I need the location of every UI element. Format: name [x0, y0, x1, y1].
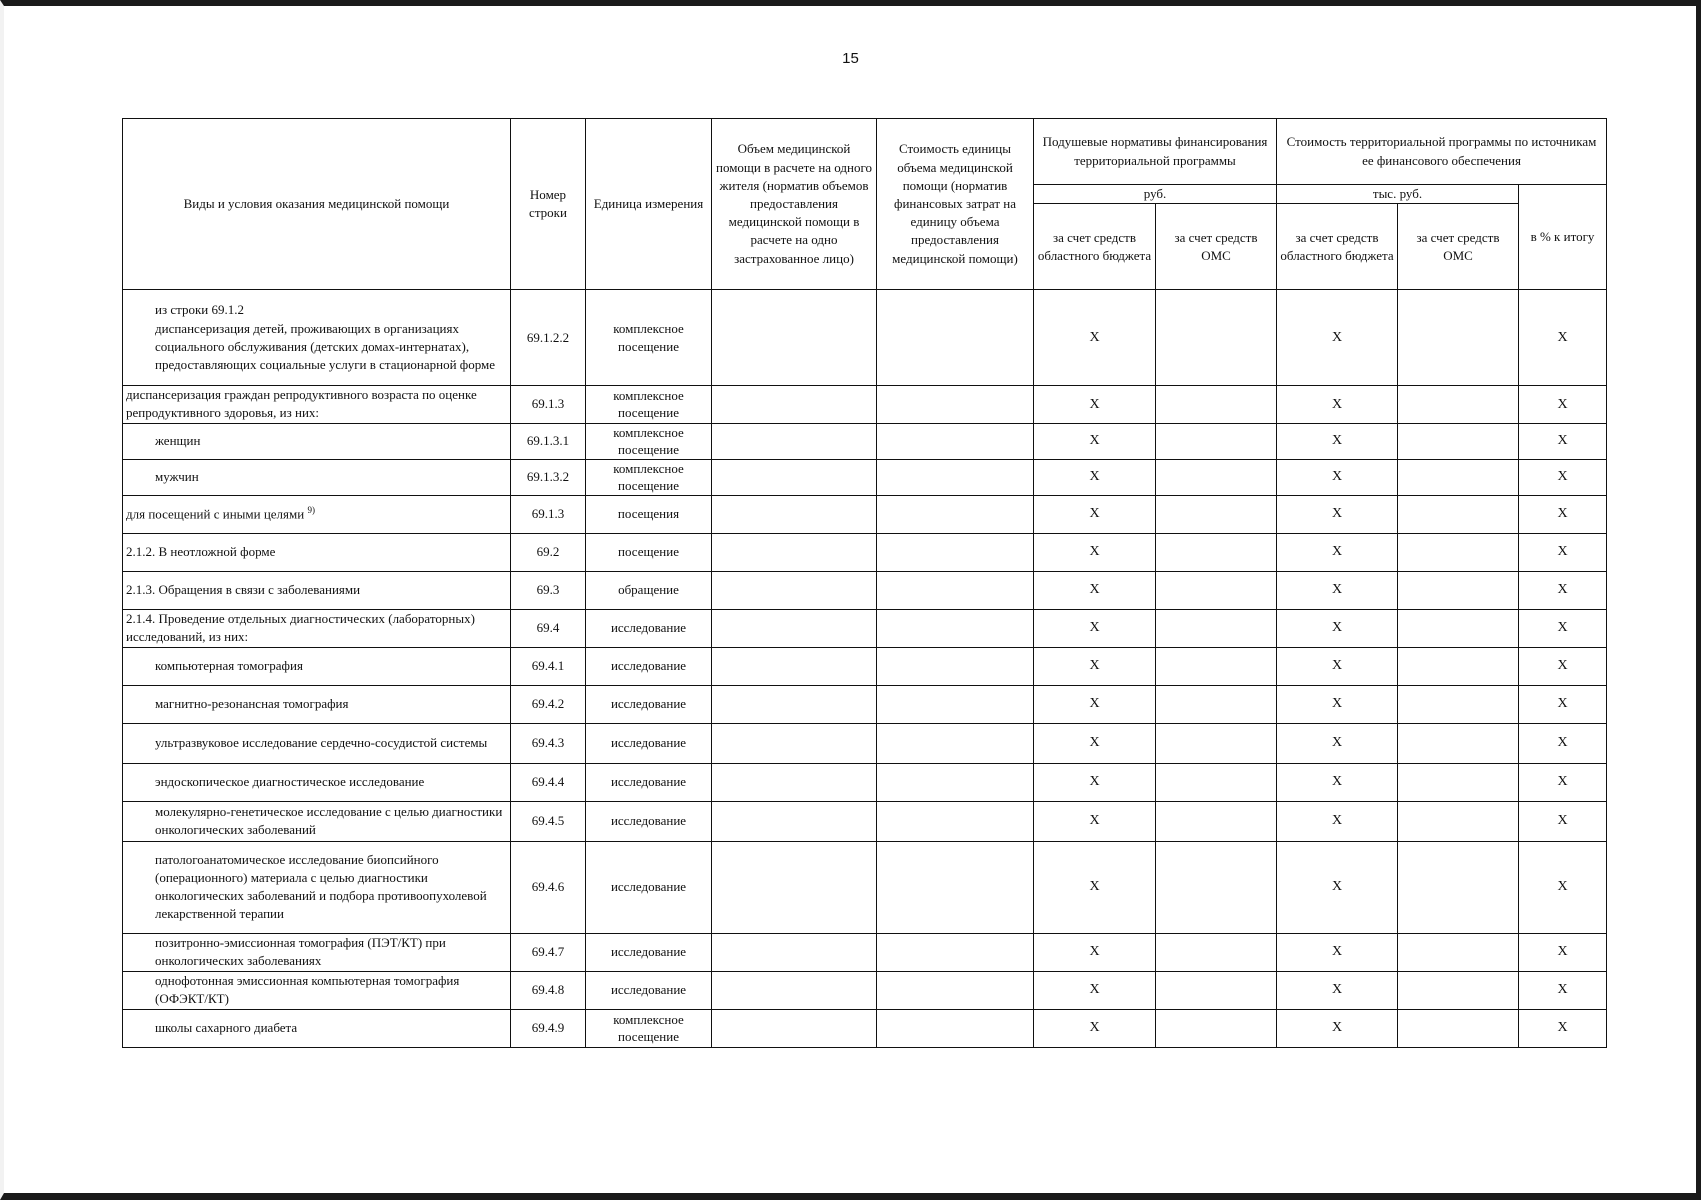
cell-percent-total: Х — [1519, 533, 1607, 571]
cell-row-number: 69.4.2 — [511, 685, 586, 723]
cell-volume — [712, 571, 877, 609]
care-type-text: патологоанатомическое исследование биопсийного (операционного) материала с целью диагностики онкологических заболеваний и подбора противоопухолевой лекарственной терапии — [155, 851, 487, 922]
cell-percent-total: Х — [1519, 609, 1607, 647]
cell-unit: посещения — [586, 495, 712, 533]
cell-program-budget: Х — [1277, 386, 1398, 423]
cell-unit-cost — [877, 971, 1034, 1009]
cell-program-budget: Х — [1277, 723, 1398, 763]
cell-unit-cost — [877, 685, 1034, 723]
cell-row-number: 69.4.7 — [511, 933, 586, 971]
cell-volume — [712, 763, 877, 801]
table-row — [123, 685, 1607, 723]
cell-norm-budget: Х — [1034, 609, 1156, 647]
cell-unit-cost — [877, 801, 1034, 841]
cell-unit-cost — [877, 763, 1034, 801]
cell-program-budget: Х — [1277, 841, 1398, 933]
cell-volume — [712, 647, 877, 685]
care-type-text: молекулярно-генетическое исследование с целью диагностики онкологических заболеваний — [155, 804, 503, 838]
cell-volume — [712, 609, 877, 647]
cell-unit: исследование — [586, 609, 712, 647]
cell-type-of-care — [123, 801, 511, 841]
cell-row-number: 69.4.9 — [511, 1009, 586, 1047]
cell-percent-total: Х — [1519, 647, 1607, 685]
cell-norm-oms — [1156, 423, 1277, 459]
cell-unit: комплексное посещение — [586, 1009, 712, 1047]
cell-unit-cost — [877, 533, 1034, 571]
cell-unit-cost — [877, 571, 1034, 609]
cell-unit: исследование — [586, 763, 712, 801]
cell-type-of-care — [123, 290, 511, 386]
cell-norm-budget: Х — [1034, 685, 1156, 723]
cell-program-budget: Х — [1277, 423, 1398, 459]
cell-volume — [712, 933, 877, 971]
cell-percent-total: Х — [1519, 571, 1607, 609]
cell-type-of-care — [123, 723, 511, 763]
cell-row-number: 69.1.3 — [511, 495, 586, 533]
page-number: 15 — [842, 50, 859, 67]
financing-table — [122, 118, 1607, 1048]
cell-row-number: 69.4.3 — [511, 723, 586, 763]
care-type-text: 2.1.2. В неотложной форме — [126, 544, 276, 560]
header-row-number: Номер строки — [511, 119, 586, 290]
cell-volume — [712, 685, 877, 723]
cell-unit-cost — [877, 386, 1034, 423]
cell-type-of-care — [123, 386, 511, 423]
cell-unit: комплексное посещение — [586, 459, 712, 495]
cell-program-budget: Х — [1277, 801, 1398, 841]
cell-row-number: 69.3 — [511, 571, 586, 609]
table-header — [123, 119, 1607, 290]
cell-norm-oms — [1156, 801, 1277, 841]
table-row — [123, 290, 1607, 386]
cell-norm-budget: Х — [1034, 801, 1156, 841]
cell-norm-budget: Х — [1034, 571, 1156, 609]
cell-percent-total: Х — [1519, 423, 1607, 459]
cell-unit: исследование — [586, 971, 712, 1009]
cell-norm-budget: Х — [1034, 971, 1156, 1009]
cell-unit: исследование — [586, 841, 712, 933]
cell-volume — [712, 723, 877, 763]
header-program-cost: Стоимость территориальной программы по источникам ее финансового обеспечения — [1277, 119, 1607, 185]
header-program-unit: тыс. руб. — [1277, 185, 1519, 204]
cell-norm-oms — [1156, 495, 1277, 533]
care-type-text: ультразвуковое исследование сердечно-сосудистой системы — [155, 735, 488, 751]
cell-program-oms — [1398, 933, 1519, 971]
cell-unit: исследование — [586, 647, 712, 685]
cell-unit: комплексное посещение — [586, 423, 712, 459]
cell-norm-oms — [1156, 386, 1277, 423]
cell-unit: комплексное посещение — [586, 290, 712, 386]
cell-volume — [712, 1009, 877, 1047]
cell-norm-oms — [1156, 971, 1277, 1009]
cell-percent-total: Х — [1519, 763, 1607, 801]
header-unit: Единица измерения — [586, 119, 712, 290]
cell-unit-cost — [877, 647, 1034, 685]
table-row — [123, 763, 1607, 801]
cell-norm-budget: Х — [1034, 386, 1156, 423]
cell-unit: исследование — [586, 685, 712, 723]
cell-row-number: 69.4.1 — [511, 647, 586, 685]
cell-unit: исследование — [586, 723, 712, 763]
care-type-text: 2.1.3. Обращения в связи с заболеваниями — [126, 582, 361, 598]
cell-unit-cost — [877, 723, 1034, 763]
cell-unit-cost — [877, 423, 1034, 459]
header-norms-oms: за счет средств ОМС — [1156, 204, 1277, 290]
cell-row-number: 69.4.5 — [511, 801, 586, 841]
cell-unit: обращение — [586, 571, 712, 609]
cell-program-oms — [1398, 459, 1519, 495]
care-type-text: эндоскопическое диагностическое исследование — [155, 774, 425, 790]
cell-unit: исследование — [586, 933, 712, 971]
cell-norm-oms — [1156, 763, 1277, 801]
cell-program-budget: Х — [1277, 571, 1398, 609]
cell-norm-oms — [1156, 609, 1277, 647]
cell-type-of-care — [123, 609, 511, 647]
care-type-text: диспансеризация граждан репродуктивного возраста по оценке репродуктивного здоровья, из них: — [126, 387, 477, 421]
cell-norm-oms — [1156, 290, 1277, 386]
cell-norm-oms — [1156, 685, 1277, 723]
cell-type-of-care — [123, 423, 511, 459]
cell-norm-oms — [1156, 723, 1277, 763]
cell-type-of-care — [123, 685, 511, 723]
cell-row-number: 69.4.4 — [511, 763, 586, 801]
cell-norm-oms — [1156, 533, 1277, 571]
cell-row-number: 69.1.2.2 — [511, 290, 586, 386]
care-type-text: 2.1.4. Проведение отдельных диагностических (лабораторных) исследований, из них: — [126, 611, 475, 645]
table-row — [123, 647, 1607, 685]
cell-program-oms — [1398, 801, 1519, 841]
cell-norm-budget: Х — [1034, 1009, 1156, 1047]
header-volume: Объем медицинской помощи в расчете на одного жителя (норматив объемов предоставления медицинской помощи в расчете на одно застрахованное лицо) — [712, 119, 877, 290]
cell-row-number: 69.2 — [511, 533, 586, 571]
cell-percent-total: Х — [1519, 1009, 1607, 1047]
cell-unit-cost — [877, 495, 1034, 533]
cell-volume — [712, 971, 877, 1009]
cell-program-budget: Х — [1277, 1009, 1398, 1047]
cell-norm-budget: Х — [1034, 933, 1156, 971]
cell-unit-cost — [877, 933, 1034, 971]
cell-norm-budget: Х — [1034, 763, 1156, 801]
cell-program-oms — [1398, 841, 1519, 933]
cell-unit-cost — [877, 1009, 1034, 1047]
cell-type-of-care — [123, 533, 511, 571]
cell-norm-budget: Х — [1034, 290, 1156, 386]
table-row — [123, 801, 1607, 841]
cell-program-oms — [1398, 763, 1519, 801]
header-program-oms: за счет средств ОМС — [1398, 204, 1519, 290]
table-row — [123, 609, 1607, 647]
cell-type-of-care — [123, 971, 511, 1009]
header-type-of-care: Виды и условия оказания медицинской помощи — [123, 119, 511, 290]
cell-program-budget: Х — [1277, 971, 1398, 1009]
cell-norm-oms — [1156, 841, 1277, 933]
header-norms-unit: руб. — [1034, 185, 1277, 204]
cell-norm-oms — [1156, 933, 1277, 971]
cell-type-of-care — [123, 763, 511, 801]
cell-program-oms — [1398, 571, 1519, 609]
cell-program-budget: Х — [1277, 609, 1398, 647]
cell-program-oms — [1398, 723, 1519, 763]
header-percent-total: в % к итогу — [1519, 185, 1607, 290]
cell-row-number: 69.1.3 — [511, 386, 586, 423]
cell-row-number: 69.4.8 — [511, 971, 586, 1009]
table-row — [123, 933, 1607, 971]
table-row — [123, 459, 1607, 495]
cell-program-oms — [1398, 609, 1519, 647]
cell-row-number: 69.1.3.1 — [511, 423, 586, 459]
cell-program-oms — [1398, 647, 1519, 685]
cell-unit-cost — [877, 841, 1034, 933]
cell-volume — [712, 423, 877, 459]
cell-program-budget: Х — [1277, 763, 1398, 801]
cell-percent-total: Х — [1519, 685, 1607, 723]
cell-volume — [712, 533, 877, 571]
cell-program-budget: Х — [1277, 647, 1398, 685]
cell-norm-budget: Х — [1034, 495, 1156, 533]
cell-type-of-care — [123, 933, 511, 971]
cell-program-oms — [1398, 685, 1519, 723]
cell-unit-cost — [877, 609, 1034, 647]
cell-percent-total: Х — [1519, 723, 1607, 763]
cell-percent-total: Х — [1519, 459, 1607, 495]
table-row — [123, 723, 1607, 763]
table-row — [123, 841, 1607, 933]
cell-volume — [712, 290, 877, 386]
cell-program-budget: Х — [1277, 933, 1398, 971]
cell-volume — [712, 386, 877, 423]
cell-program-oms — [1398, 495, 1519, 533]
cell-percent-total: Х — [1519, 971, 1607, 1009]
header-norms-budget: за счет средств областного бюджета — [1034, 204, 1156, 290]
cell-volume — [712, 801, 877, 841]
cell-row-number: 69.4.6 — [511, 841, 586, 933]
cell-program-budget: Х — [1277, 459, 1398, 495]
cell-norm-budget: Х — [1034, 459, 1156, 495]
cell-norm-budget: Х — [1034, 423, 1156, 459]
table-body — [123, 290, 1607, 1048]
cell-program-oms — [1398, 533, 1519, 571]
cell-norm-budget: Х — [1034, 647, 1156, 685]
cell-norm-oms — [1156, 1009, 1277, 1047]
cell-program-oms — [1398, 386, 1519, 423]
cell-unit-cost — [877, 459, 1034, 495]
cell-program-oms — [1398, 971, 1519, 1009]
cell-row-number: 69.4 — [511, 609, 586, 647]
table-row — [123, 1009, 1607, 1047]
care-type-text: однофотонная эмиссионная компьютерная томография (ОФЭКТ/КТ) — [155, 973, 460, 1007]
cell-norm-oms — [1156, 459, 1277, 495]
cell-type-of-care — [123, 459, 511, 495]
cell-norm-budget: Х — [1034, 723, 1156, 763]
care-type-text: школы сахарного диабета — [155, 1020, 298, 1036]
header-per-capita-norms: Подушевые нормативы финансирования территориальной программы — [1034, 119, 1277, 185]
cell-volume — [712, 841, 877, 933]
table-row — [123, 386, 1607, 423]
table-row — [123, 423, 1607, 459]
cell-program-budget: Х — [1277, 685, 1398, 723]
table-row — [123, 495, 1607, 533]
cell-unit: комплексное посещение — [586, 386, 712, 423]
footnote-mark: 9) — [307, 505, 315, 516]
cell-percent-total: Х — [1519, 801, 1607, 841]
care-type-text: для посещений с иными целями — [126, 506, 305, 522]
cell-percent-total: Х — [1519, 386, 1607, 423]
cell-percent-total: Х — [1519, 933, 1607, 971]
cell-unit-cost — [877, 290, 1034, 386]
care-type-text: компьютерная томография — [155, 658, 303, 674]
cell-program-budget: Х — [1277, 533, 1398, 571]
cell-type-of-care — [123, 571, 511, 609]
cell-type-of-care — [123, 495, 511, 533]
table-row — [123, 571, 1607, 609]
cell-unit: посещение — [586, 533, 712, 571]
care-type-text: позитронно-эмиссионная томография (ПЭТ/КТ) при онкологических заболеваниях — [155, 935, 446, 969]
cell-norm-oms — [1156, 647, 1277, 685]
cell-program-oms — [1398, 1009, 1519, 1047]
cell-program-budget: Х — [1277, 290, 1398, 386]
cell-program-budget: Х — [1277, 495, 1398, 533]
care-type-text: мужчин — [155, 469, 199, 485]
care-type-text: женщин — [155, 433, 201, 449]
header-program-budget: за счет средств областного бюджета — [1277, 204, 1398, 290]
table-row — [123, 971, 1607, 1009]
header-unit-cost: Стоимость единицы объема медицинской помощи (норматив финансовых затрат на единицу объема предоставления медицинской помощи) — [877, 119, 1034, 290]
cell-program-oms — [1398, 290, 1519, 386]
cell-percent-total: Х — [1519, 290, 1607, 386]
cell-norm-oms — [1156, 571, 1277, 609]
cell-norm-budget: Х — [1034, 533, 1156, 571]
care-type-text: из строки 69.1.2 диспансеризация детей, проживающих в организациях социального обслуживания (детских домах-интернатах), предоставляющих социальные услуги в стационарной форме — [155, 302, 496, 372]
cell-type-of-care — [123, 841, 511, 933]
care-type-text: магнитно-резонансная томография — [155, 696, 349, 712]
cell-volume — [712, 459, 877, 495]
cell-type-of-care — [123, 1009, 511, 1047]
table-row — [123, 533, 1607, 571]
cell-type-of-care — [123, 647, 511, 685]
cell-norm-budget: Х — [1034, 841, 1156, 933]
cell-row-number: 69.1.3.2 — [511, 459, 586, 495]
cell-percent-total: Х — [1519, 841, 1607, 933]
cell-percent-total: Х — [1519, 495, 1607, 533]
cell-unit: исследование — [586, 801, 712, 841]
cell-volume — [712, 495, 877, 533]
cell-program-oms — [1398, 423, 1519, 459]
